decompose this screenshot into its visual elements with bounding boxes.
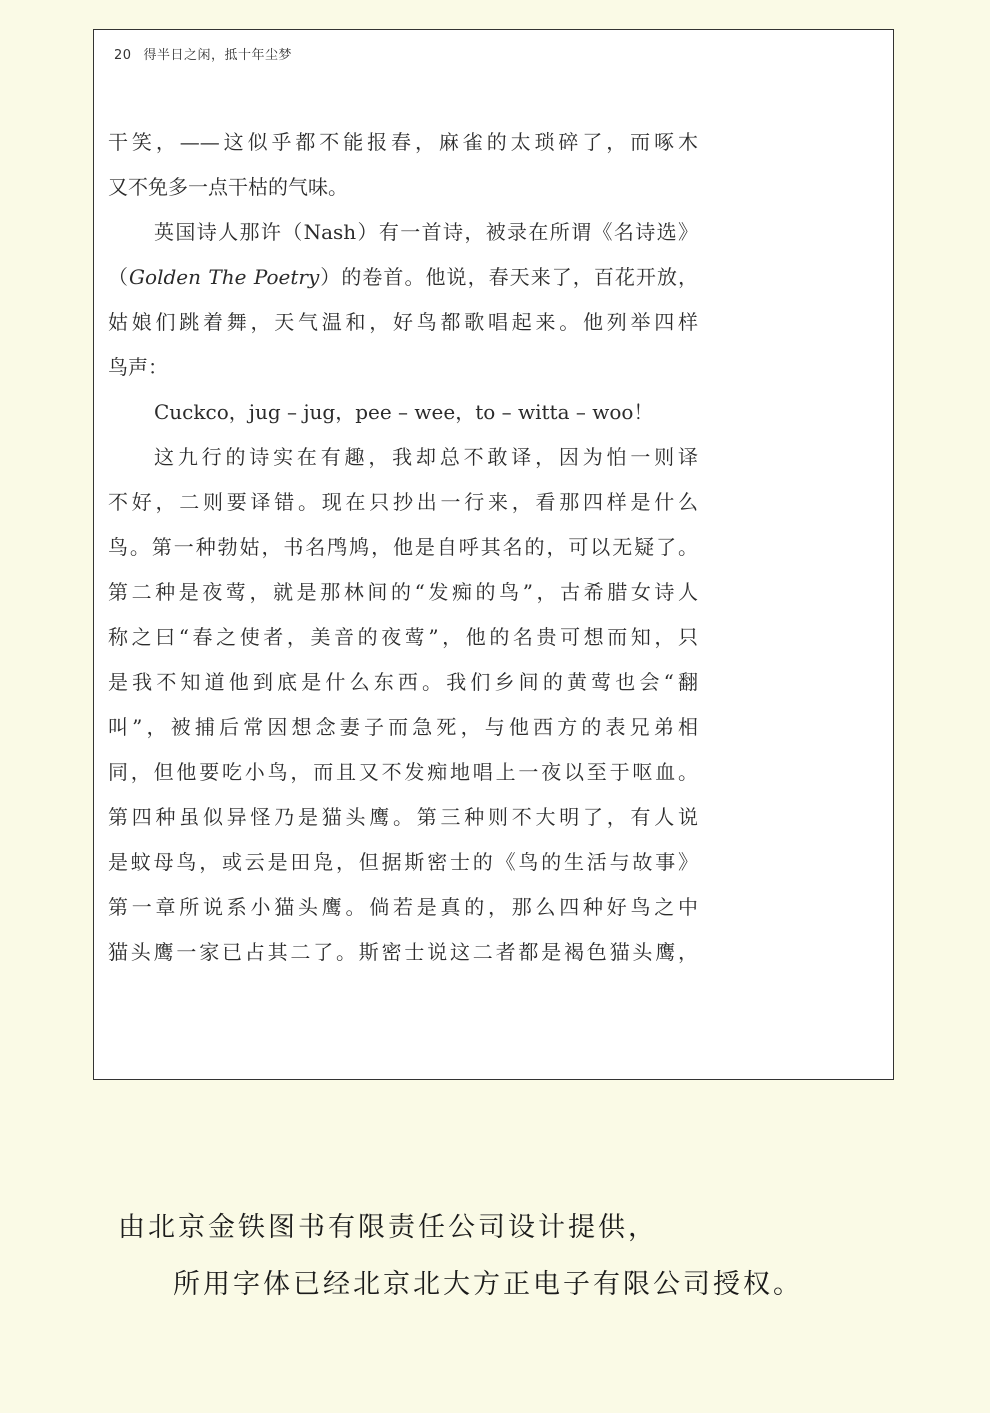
credit-line-2: 所用字体已经北京北大方正电子有限公司授权。 bbox=[173, 1269, 803, 1300]
text-line: 干笑，——这似乎都不能报春，麻雀的太琐碎了，而啄木 bbox=[108, 130, 698, 154]
text-line: 姑娘们跳着舞，天气温和，好鸟都歌唱起来。他列举四样 bbox=[108, 310, 698, 334]
text-line: 第一章所说系小猫头鹰。倘若是真的，那么四种好鸟之中 bbox=[108, 895, 698, 919]
poem-quote-line: Cuckco，jug – jug，pee – wee，to – witta – woo！ bbox=[154, 400, 654, 424]
book-title: 得半日之闲，抵十年尘梦 bbox=[143, 48, 293, 63]
text-line: 叫”，被捕后常因想念妻子而急死，与他西方的表兄弟相 bbox=[108, 715, 698, 739]
text-line: 英国诗人那许（Nash）有一首诗，被录在所谓《名诗选》 bbox=[154, 220, 698, 244]
text-segment: ）的卷首。他说，春天来了，百花开放， bbox=[319, 265, 699, 289]
text-line bbox=[108, 255, 698, 300]
text-line: 这九行的诗实在有趣，我却总不敢译，因为怕一则译 bbox=[154, 445, 698, 469]
text-line: 鸟。第一种勃姑，书名鸤鸠，他是自呼其名的，可以无疑了。 bbox=[108, 535, 698, 559]
text-line: 又不免多一点干枯的气味。 bbox=[108, 175, 348, 199]
text-line: 是蚊母鸟，或云是田凫，但据斯密士的《鸟的生活与故事》 bbox=[108, 850, 698, 874]
page-number: 20 bbox=[114, 48, 132, 63]
text-line: 是我不知道他到底是什么东西。我们乡间的黄莺也会“翻 bbox=[108, 670, 698, 694]
text-line: 同，但他要吃小鸟，而且又不发痴地唱上一夜以至于呕血。 bbox=[108, 760, 698, 784]
text-line: 称之曰“春之使者，美音的夜莺”，他的名贵可想而知，只 bbox=[108, 625, 698, 649]
poetry-title: Golden The Poetry bbox=[129, 265, 320, 289]
text-line: 鸟声： bbox=[108, 355, 168, 379]
text-line: 第二种是夜莺，就是那林间的“发痴的鸟”，古希腊女诗人 bbox=[108, 580, 698, 604]
running-head bbox=[114, 44, 292, 63]
paren-open: （ bbox=[108, 265, 130, 289]
text-line: 不好，二则要译错。现在只抄出一行来，看那四样是什么 bbox=[108, 490, 698, 514]
text-line: 猫头鹰一家已占其二了。斯密士说这二者都是褐色猫头鹰， bbox=[108, 940, 698, 964]
text-line: 第四种虽似异怪乃是猫头鹰。第三种则不大明了，有人说 bbox=[108, 805, 698, 829]
body-text bbox=[108, 120, 698, 975]
credit-line-1: 由北京金铁图书有限责任公司设计提供， bbox=[118, 1212, 658, 1243]
